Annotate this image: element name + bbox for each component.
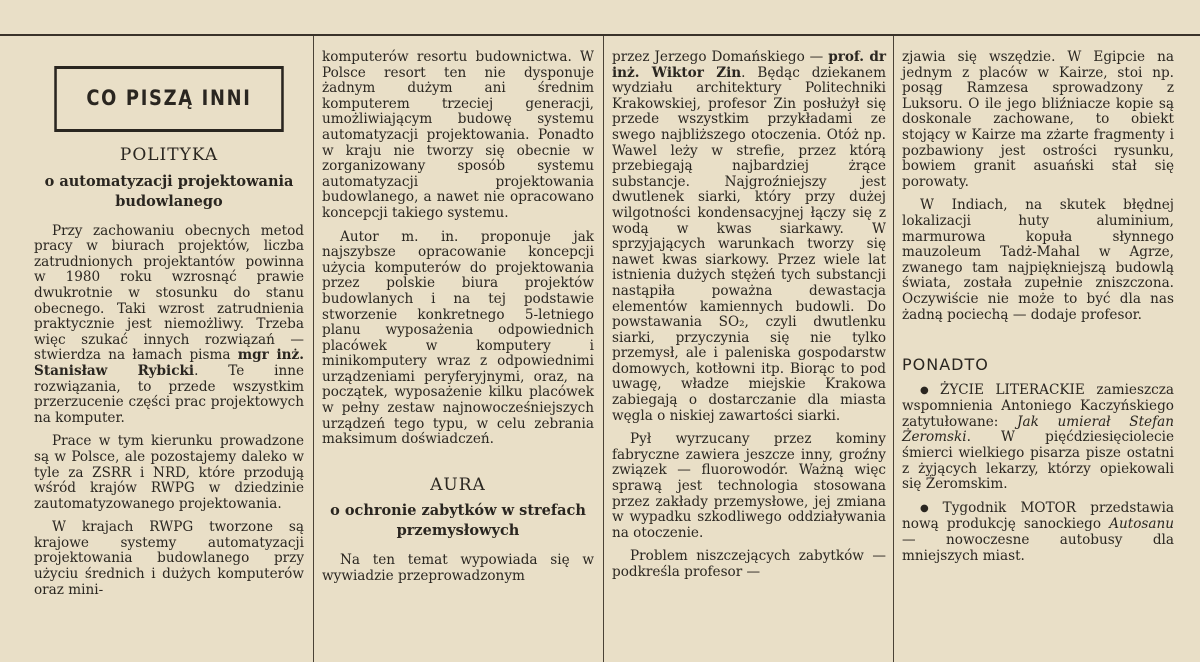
column-rule [603, 36, 604, 662]
headline-ochrona-zabytkow: o ochronie zabytków w strefach przemysłowych [330, 502, 586, 540]
news-item: ● ŻYCIE LITERACKIE zamieszcza wspomnienia Antoniego Kaczyńskiego zatytułowane: Jak umierał Stefan Żeromski. W pięćdziesięciolecie śmierci wielkiego pisarza pisze ostatni z żyjących lekarzy, którzy opiekowali się Żeromskim. [902, 383, 1174, 493]
column-4 [902, 50, 1174, 662]
paragraph: Przy zachowaniu obecnych metod pracy w biurach projektów, liczba zatrudnionych projektantów powinna w 1980 roku wzrosnąć prawie dwukrotnie w stosunku do stanu obecnego. Taki wzrost zatrudnienia praktycznie jest niemożliwy. Trzeba więc szukać innych rozwiązań — stwierdza na łamach pisma mgr inż. Stanisław Rybicki. Te inne rozwiązania, to przede wszystkim przerzucenie części prac projektowych na komputer. [34, 222, 304, 426]
paragraph: W Indiach, na skutek błędnej lokalizacji huty aluminium, marmurowa kopuła słynnego mauzoleum Tadż-Mahal w Agrze, zwanego tam najpiękniejszą budowlą świata, została zupełnie zniszczona. Oczywiście nie może to być dla nas żadną pociechą — dodaje profesor. [902, 197, 1174, 323]
news-item: ● Tygodnik MOTOR przedstawia nową produkcję sanockiego Autosanu — nowoczesne autobusy dla mniejszych miast. [902, 501, 1174, 564]
column-2 [322, 50, 594, 662]
paragraph: Pył wyrzucany przez kominy fabryczne zawiera jeszcze inny, groźny związek — fluorowodór. Ważną więc sprawą jest technologia stosowana przez zakłady przemysłowe, jej zmiana w wypadku szkodliwego oddziaływania na otoczenie. [612, 431, 886, 541]
column-1 [34, 46, 304, 662]
paragraph: zjawia się wszędzie. W Egipcie na jednym z placów w Kairze, stoi np. posąg Ramzesa sprowadzony z Luksoru. O ile jego bliźniacze kopie są doskonale zachowane, to obiekt stojący w Kairze ma zżarte fragmenty i pozbawiony jest ostrości rysunku, bowiem granit asuański stał się porowaty. [902, 49, 1174, 190]
paragraph: Prace w tym kierunku prowadzone są w Polsce, ale pozostajemy daleko w tyle za ZSRR i NRD, które przodują wśród krajów RWPG w dziedzinie zautomatyzowanego projektowania. [34, 433, 304, 512]
paragraph: Na ten temat wypowiada się w wywiadzie przeprowadzonym [322, 552, 594, 585]
column-rule [313, 36, 314, 662]
section-ponadto: PONADTO [902, 355, 989, 375]
column-title: CO PISZĄ INNI [86, 86, 252, 111]
paragraph: Autor m. in. proponuje jak najszybsze opracowanie koncepcji użycia komputerów do projektowania przez polskie biura projektów budowlanych i na tej podstawie stworzenie konkretnego 5-letniego planu wyposażenia odpowiednich placówek w komputery i minikomputery wraz z odpowiednimi urządzeniami peryferyjnymi, oraz, na początek, wyposażenie kilku placówek w pełny zestaw najnowocześniejszych urządzeń tego typu, w celu zebrania maksimum doświadczeń. [322, 228, 594, 448]
paragraph: Problem niszczejących zabytków — podkreśla profesor — [612, 548, 886, 580]
column-rule [893, 36, 894, 662]
column-title-box [54, 66, 284, 132]
headline-automatyzacja: o automatyzacji projektowania budowlanego [44, 172, 294, 210]
paragraph: W krajach RWPG tworzone są krajowe systemy automatyzacji projektowania budowlanego przy użyciu średnich i dużych komputerów oraz mini- [34, 519, 304, 598]
author-name: mgr inż. Stanisław Rybicki [34, 347, 304, 379]
paragraph: komputerów resortu budownictwa. W Polsce resort ten nie dysponuje żadnym dużym ani średnim komputerem trzeciej generacji, umożliwiającym budowę systemu automatyzacji projektowania. Ponadto w kraju nie tworzy się obecnie w zorganizowany sposób systemu automatyzacji projektowania budowlanego, a nawet nie opracowano koncepcji takiego systemu. [322, 49, 594, 221]
column-3 [612, 50, 886, 662]
source-aura: AURA [430, 474, 486, 495]
top-rule [0, 34, 1200, 36]
author-name: prof. dr inż. Wiktor Zin [612, 49, 886, 81]
source-polityka: POLITYKA [119, 145, 219, 165]
paragraph: przez Jerzego Domańskiego — prof. dr inż. Wiktor Zin. Będąc dziekanem wydziału architektury Politechniki Krakowskiej, profesor Zin posłużył się przede wszystkim przykładami ze swego najbliższego otoczenia. Otóż np. Wawel leży w strefie, przez którą przebiegają najbardziej żrące substancje. Najgroźniejszy jest dwutlenek siarki, który przy dużej wilgotności kondensacyjnej łączy się z wodą w kwas siarkawy. W sprzyjających warunkach tworzy się nawet kwas siarkowy. Przez wiele lat istnienia dużych stężeń tych substancji nastąpiła poważna dewastacja elementów kamiennych budowli. Do powstawania SO₂, czyli dwutlenku siarki, przyczynia się nie tylko przemysł, ale i paleniska gospodarstw domowych, kotłowni itp. Biorąc to pod uwagę, władze miejskie Krakowa zabiegają o dostarczanie dla miasta węgla o niskiej zawartości siarki. [612, 49, 886, 424]
